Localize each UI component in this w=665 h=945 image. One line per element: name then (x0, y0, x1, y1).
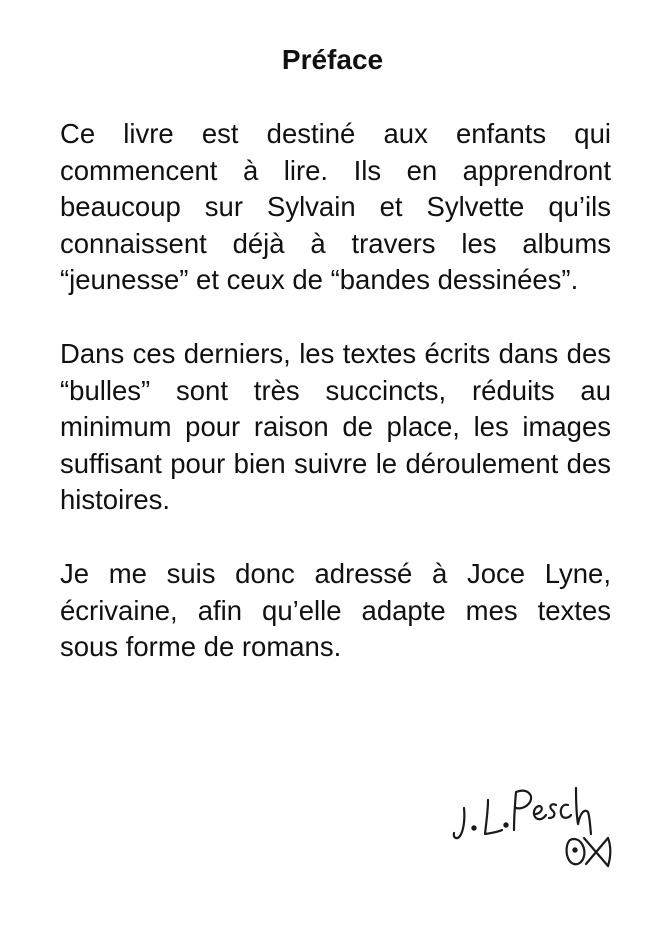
handwritten-signature-icon (448, 778, 618, 873)
paragraph-1: Ce livre est destiné aux enfants qui commencent à lire. Ils en apprendront beaucoup sur Sylvain et Sylvette qu’ils connaissent déjà à travers les albums “jeunesse” et ceux de “bandes dessinées”. (60, 118, 611, 296)
page-title: Préface (281, 44, 384, 75)
preface-body (60, 116, 611, 703)
author-signature (448, 778, 618, 873)
paragraph-3: Je me suis donc adressé à Joce Lyne, écrivaine, afin qu’elle adapte mes textes sous forme de romans. (60, 557, 611, 663)
paragraph-2: Dans ces derniers, les textes écrits dans des “bulles” sont très succincts, réduits au minimum pour raison de place, les images suffisant pour bien suivre le déroulement des histoires. (60, 337, 611, 516)
